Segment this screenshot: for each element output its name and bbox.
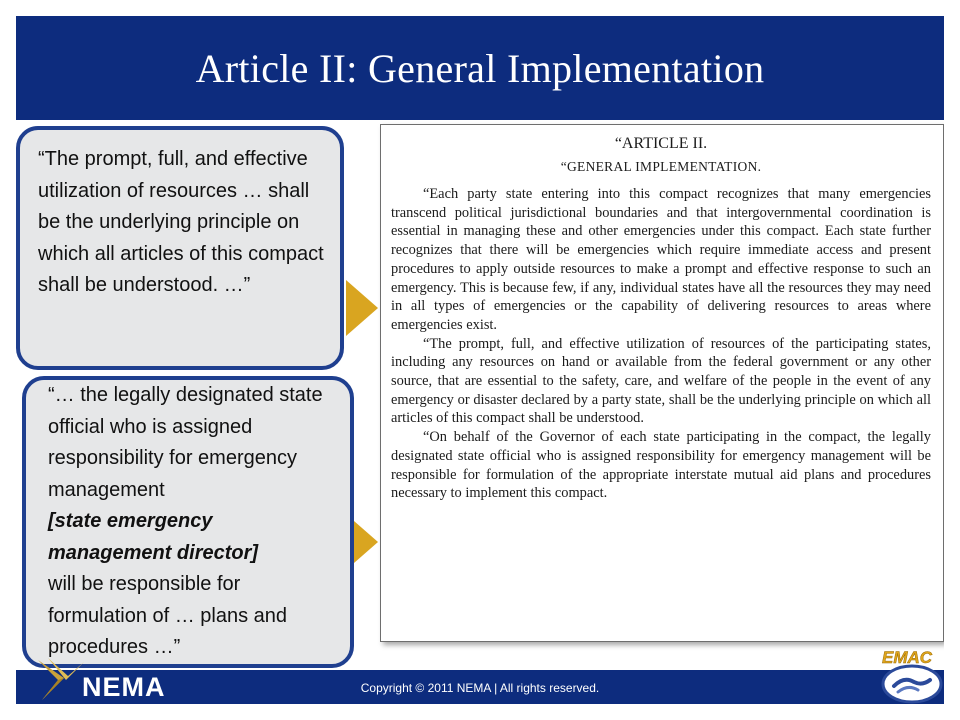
nema-logo: [34, 656, 184, 704]
quote-callout-principle: [16, 126, 344, 370]
quote-text-tail: will be responsible for formulation of … plans and procedures …”: [48, 573, 288, 658]
title-bar: [16, 16, 944, 120]
document-paragraph: “Each party state entering into this compact recognizes that many emergencies transcend political jurisdictional boundaries and that intergovernmental coordination is essential in managing these and other emergencies under this compact. Each state further recognizes that there will be emergencies which require immediate access and present procedures to apply outside resources to make a prompt and effective response to such an emergency. This is because few, if any, individual states have all the resources they may need in all types of emergencies or the capability of delivering resources to areas where emergencies exist.: [391, 186, 931, 333]
emac-handshake-logo-icon: [876, 646, 944, 704]
quote-callout-official: [22, 376, 354, 668]
copyright-notice: Copyright © 2011 NEMA | All rights reserved.: [360, 681, 600, 695]
quote-text-emphasis: [state emergency management director]: [48, 510, 259, 564]
emac-logo-text: EMAC: [882, 648, 933, 667]
nema-logo-text: NEMA: [82, 672, 166, 702]
article-document-excerpt: [380, 124, 944, 642]
document-subheading: “GENERAL IMPLEMENTATION.: [560, 159, 762, 174]
slide: [16, 16, 944, 704]
quote-text-lead: “… the legally designated state official who is assigned responsibility for emergency management: [48, 384, 323, 501]
nema-star-logo-icon: [34, 656, 88, 704]
slide-title: Article II: General Implementation: [195, 45, 765, 91]
document-paragraph: “On behalf of the Governor of each state participating in the compact, the legally designated state official who is assigned responsibility for emergency management will be responsible for formulation of the appropriate interstate mutual aid plans and procedures necessary to implement this compact.: [391, 429, 931, 502]
document-heading: “ARTICLE II.: [614, 135, 708, 152]
callout-pointer-arrow-icon: [346, 280, 378, 336]
document-body: [391, 133, 931, 635]
document-paragraph: “The prompt, full, and effective utilization of resources of the participating states, including any resources on hand or available from the federal government or any other source, that are essential to the safety, care, and welfare of the people in the event of any emergency or disaster declared by a party state, shall be the underlying principle on which all articles of this compact shall be understood.: [391, 335, 931, 427]
quote-text: “The prompt, full, and effective utilization of resources … shall be the underlying principle on which all articles of this compact shall be understood. …”: [38, 148, 324, 296]
